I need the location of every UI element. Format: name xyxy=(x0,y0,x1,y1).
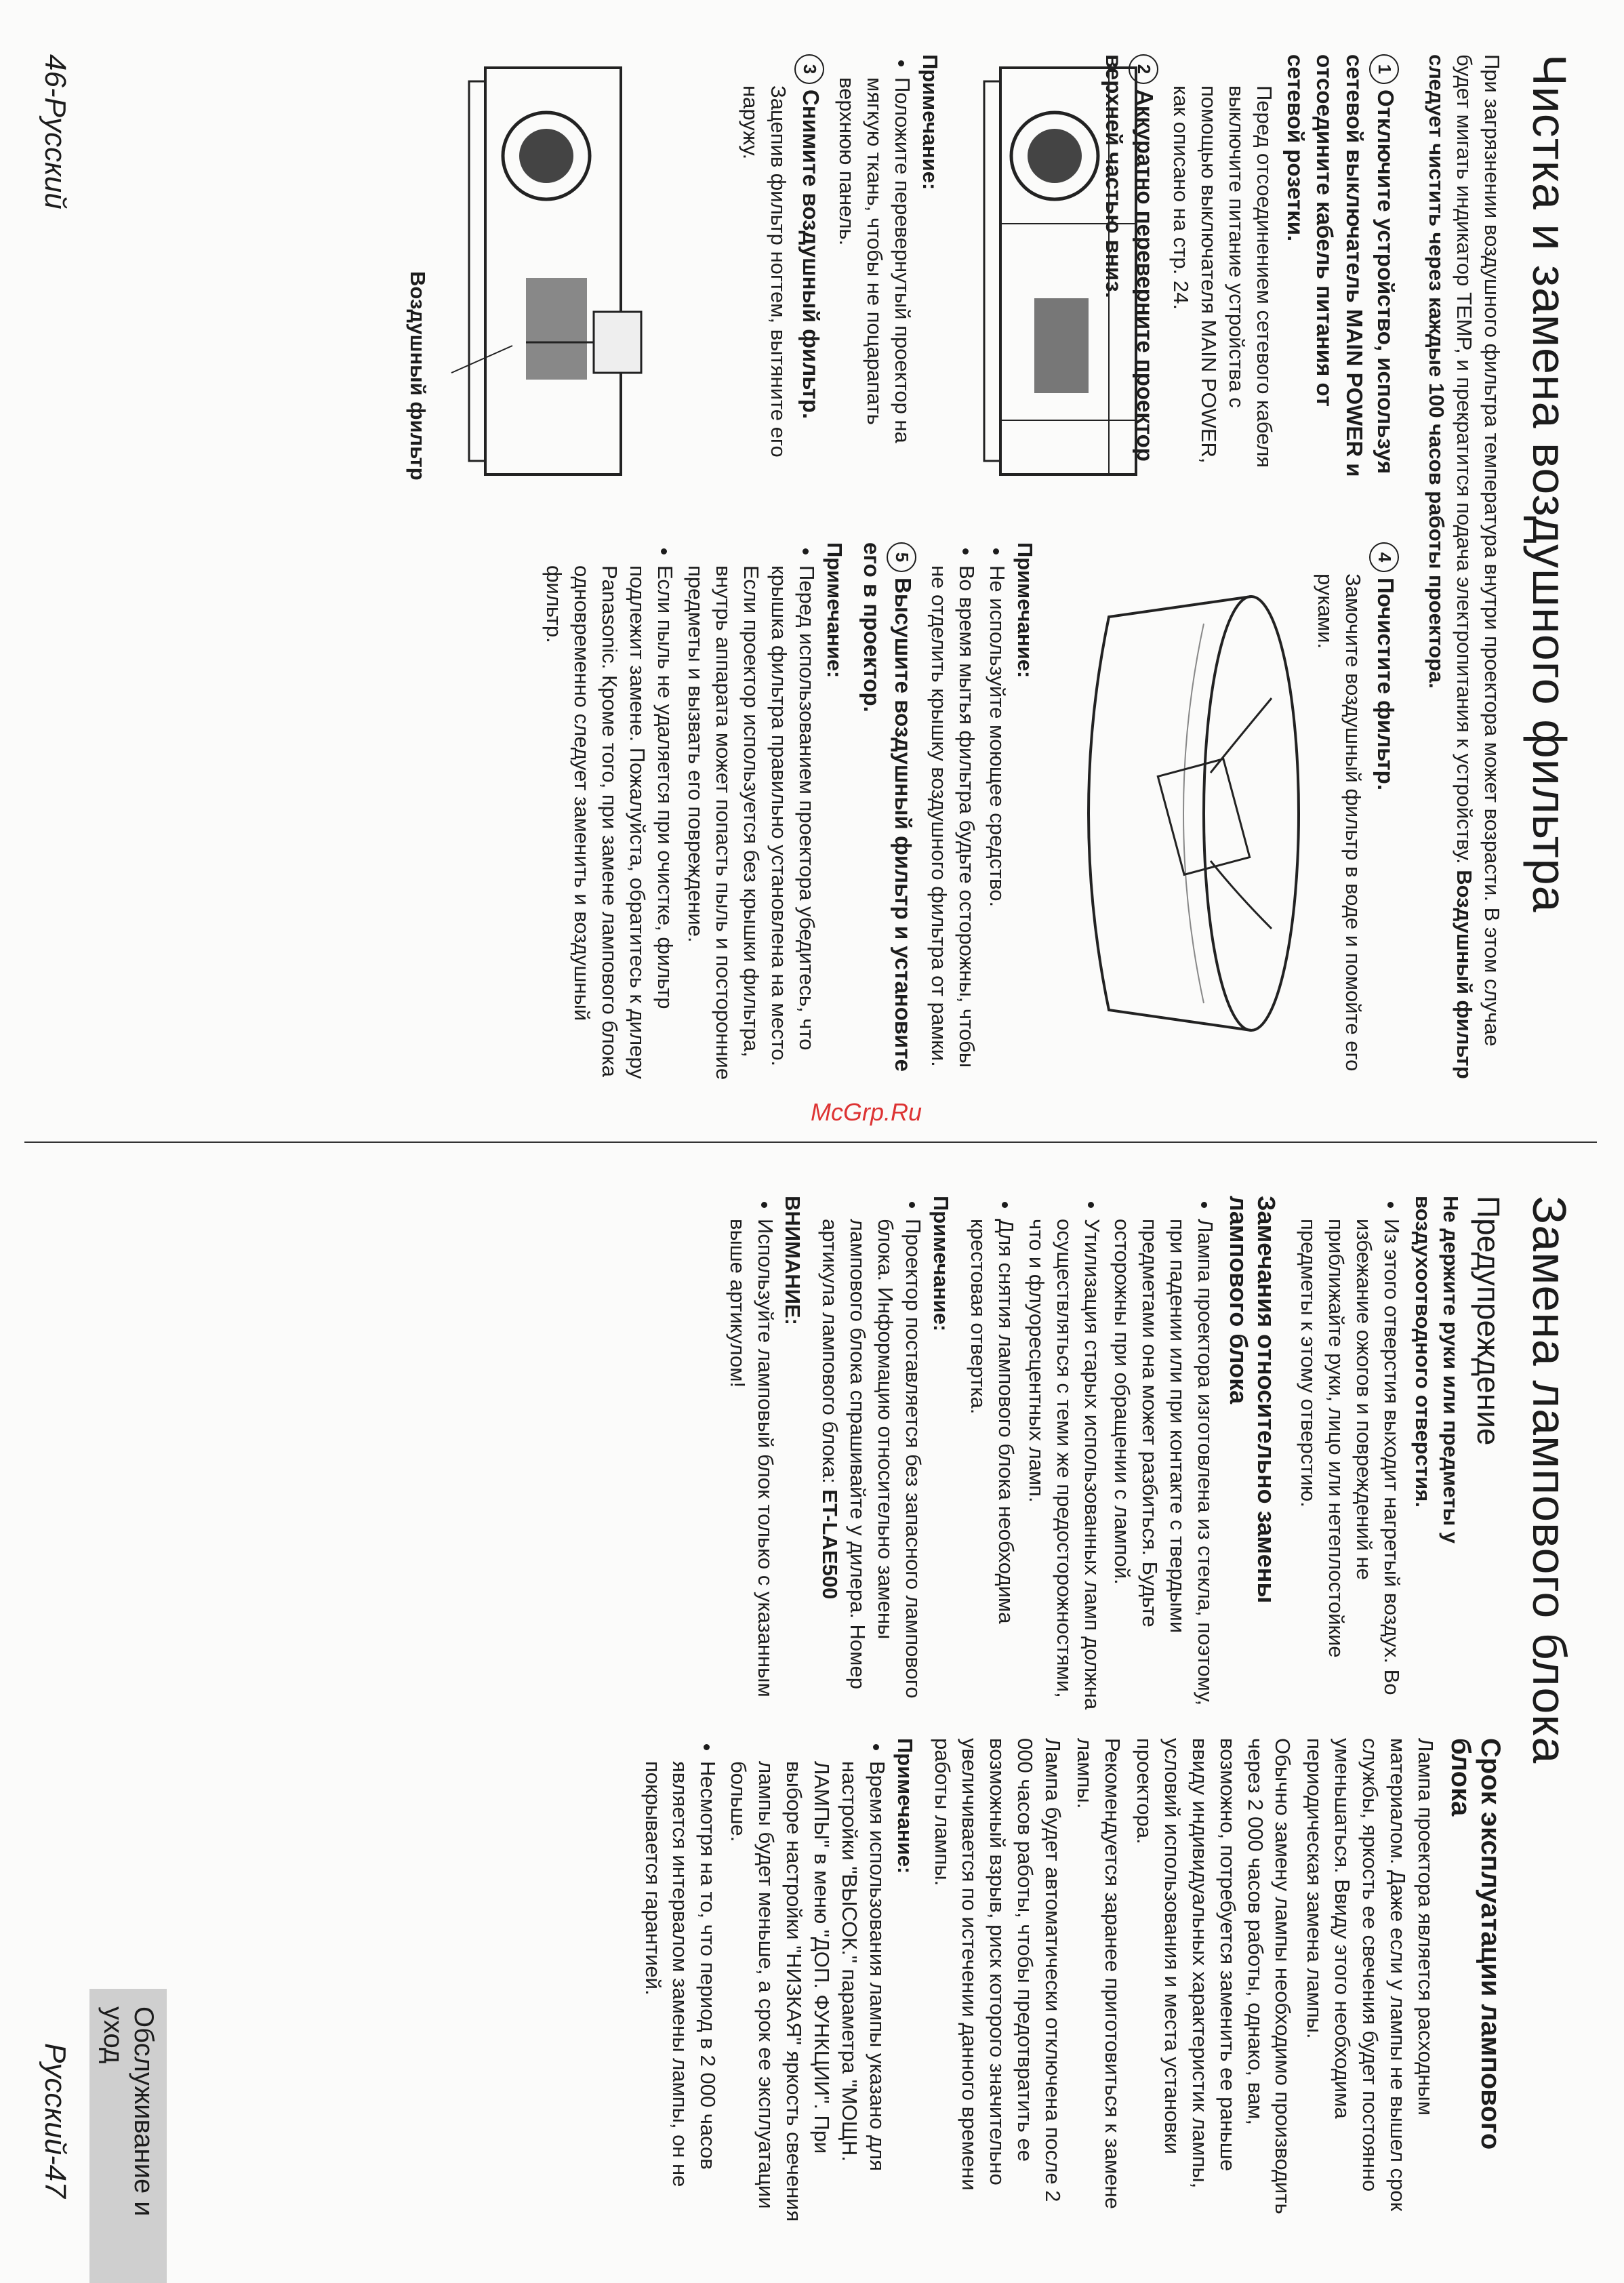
step-2-notes xyxy=(832,54,916,495)
step-4-note: • Не используйте моющее средство. xyxy=(983,565,1011,1085)
lamp-life-paragraph: Лампа проектора является расходным материалом. Даже если у лампы не вышел срок службы, яркость ее свечения будет постоянно уменьшаться. Ввиду этого необходима периодическая замена лампы. xyxy=(1303,1738,1438,2212)
step-4-note: • Во время мытья фильтра будьте осторожны, чтобы не отделить крышку воздушного фильтра от рамки. xyxy=(925,565,980,1085)
lamp-note-list xyxy=(816,1196,927,1711)
lamp-life-note-label: Примечание: xyxy=(893,1738,917,1874)
step-5-note: • Если пыль не удаляется при очистке, фильтр подлежит замене. Пожалуйста, обратитесь к дилеру Panasonic. Кроме того, при замене лампового блока одновременно следует заменить и воздушный фильтр. xyxy=(540,565,679,1085)
right-column-2 xyxy=(636,1738,1505,2226)
right-page xyxy=(0,1142,1624,2283)
lamp-note-label: Примечание: xyxy=(929,1196,954,1332)
step-2-note-label: Примечание: xyxy=(918,54,942,190)
step-2-note: • Положите перевернутый проектор на мягкую ткань, чтобы не поцарапать верхнюю панель. xyxy=(832,77,916,495)
lamp-life-paragraph: Рекомендуется заранее приготовиться к замене лампы. xyxy=(1073,1738,1125,2209)
lamp-life-heading: Срок эксплуатации лампового блока xyxy=(1446,1738,1505,2150)
intro-text: При загрязнении воздушного фильтра температура внутри проектора может возрасти. В этом случае будет мигать индикатор TEMP, и прекратится подача электропитания к устройству. xyxy=(1453,54,1504,1047)
lamp-life-note: • Время использования лампы указано для настройки "ВЫСОК." параметра "МОЩН. ЛАМПЫ" в меню "ДОП. ФУНКЦИИ". При выборе настройки "НИЗКАЯ" яркость свечения лампы будет меньше, а срок ее эксплуатации больше. xyxy=(724,1761,890,2226)
lamp-note-text: • Проектор поставляется без запасного лампового блока. Информацию относительно замены лампового блока спрашивайте у дилера. Номер артикула лампового блока: ET-LAE500 xyxy=(816,1219,927,1711)
step-4-note-label: Примечание: xyxy=(1013,542,1037,679)
section-tab: Обслуживание и уход xyxy=(89,1989,167,2283)
step-3-text: Зацепив фильтр ногтем, вытяните его наружу. xyxy=(739,85,791,458)
left-column-2 xyxy=(1307,542,1407,1085)
left-intro xyxy=(1418,54,1505,1085)
lamp-life-note: • Несмотря на то, что период в 2 000 часов является интервалом замены лампы, он не покрывается гарантией. xyxy=(638,1761,722,2226)
left-column-2b xyxy=(537,542,1048,1085)
washing-filter-illustration xyxy=(1068,576,1312,1051)
lamp-life-paragraph: Обычно замену лампы необходимо производить через 2 000 часов работы, однако, вам, возможно, потребуется заменить ее раньше ввиду индивидуальных характеристик лампы, условий использования и места установки проектора. xyxy=(1132,1738,1295,2215)
lamp-note-item: • Для снятия лампового блока необходима крестовая отвертка. xyxy=(964,1219,1019,1711)
step-4-text: Замочите воздушный фильтр в воде и помойте его руками. xyxy=(1313,573,1365,1072)
step-1-text: Перед отсоединением сетевого кабеля выключите питание устройства с помощью выключателя MAIN POWER, как описано на стр. 24. xyxy=(1169,85,1277,468)
step-5-title: 5Высушите воздушный фильтр и установите его в проектор. xyxy=(859,542,916,1072)
lamp-life-paragraph: Лампа будет автоматически отключена после 2 000 часов работы, чтобы предотвратить ее возможный взрыв, риск которого значительно увеличивается по истечении данного времени работы лампы. xyxy=(930,1738,1065,2202)
step-4-notes xyxy=(925,542,1011,1085)
warning-bold-text: Не держите руки или предметы у воздухоотводного отверстия. xyxy=(1411,1196,1463,1543)
step-1-title: 1Отключите устройство, используя сетевой выключатель MAIN POWER и отсоедините кабель питания от сетевой розетки. xyxy=(1282,54,1398,477)
lamp-note-item: • Утилизация старых использованных ламп должна осуществляться с теми же предосторожностями, что и флуоресцентных ламп. xyxy=(1022,1219,1105,1711)
left-page-number: 46-Русский xyxy=(39,54,72,209)
step-5-notes xyxy=(540,542,820,1085)
watermark: McGrp.Ru xyxy=(811,1098,922,1126)
lamp-part-number: ET-LAE500 xyxy=(818,1489,843,1600)
caution-list xyxy=(723,1196,779,1711)
warning-item: • Из этого отверстия выходит нагретый воздух. Во избежание ожогов и повреждений не приближайте руки, лицо или нетеплостойкие предметы к этому отверстию. xyxy=(1294,1219,1405,1711)
warning-heading: Предупреждение xyxy=(1471,1196,1506,1446)
caution-label: ВНИМАНИЕ: xyxy=(781,1196,805,1325)
air-filter-removal-illustration xyxy=(438,54,648,488)
step-4-title: 4Почистите фильтр. xyxy=(1369,542,1400,1085)
step-3-title: 3Снимите воздушный фильтр. xyxy=(794,54,826,495)
lamp-notes-list xyxy=(964,1196,1219,1711)
right-page-title: Замена лампового блока xyxy=(1523,1196,1576,1764)
step-5-note-label: Примечание: xyxy=(822,542,847,679)
step-5-note: • Перед использованием проектора убедитесь, что крышка фильтра правильно установлена на место. Если проектор используется без крышки фильтра, внутрь аппарата может попасть пыль и посторонние предметы и вызвать его повреждение. xyxy=(681,565,820,1085)
air-filter-caption: Воздушный фильтр xyxy=(406,271,430,481)
left-column-1b xyxy=(732,54,953,495)
page-fold-line xyxy=(24,1142,1597,1143)
left-page-title: Чистка и замена воздушного фильтра xyxy=(1523,54,1576,913)
caution-item: • Используйте ламповый блок только с указанным выше артикулом! xyxy=(723,1219,779,1711)
intro-bold-text: Воздушный фильтр следует чистить через каждые 100 часов работы проектора. xyxy=(1425,54,1477,1079)
right-column-1 xyxy=(720,1196,1505,1711)
warning-list xyxy=(1294,1196,1405,1711)
lamp-notes-heading: Замечания относительно замены лампового блока xyxy=(1224,1196,1280,1604)
lamp-life-notes xyxy=(638,1738,891,2226)
lamp-note-item: • Лампа проектора изготовлена из стекла, поэтому, при падении или при контакте с твердыми предметами она может разбиться. Будьте осторожны при обращении с лампой. xyxy=(1108,1219,1219,1711)
right-page-number: Русский-47 xyxy=(39,2043,72,2198)
projector-upside-down-illustration xyxy=(973,54,1156,488)
step-2-title: 2Аккуратно переверните проектор верхней частью вниз. xyxy=(1101,54,1158,462)
